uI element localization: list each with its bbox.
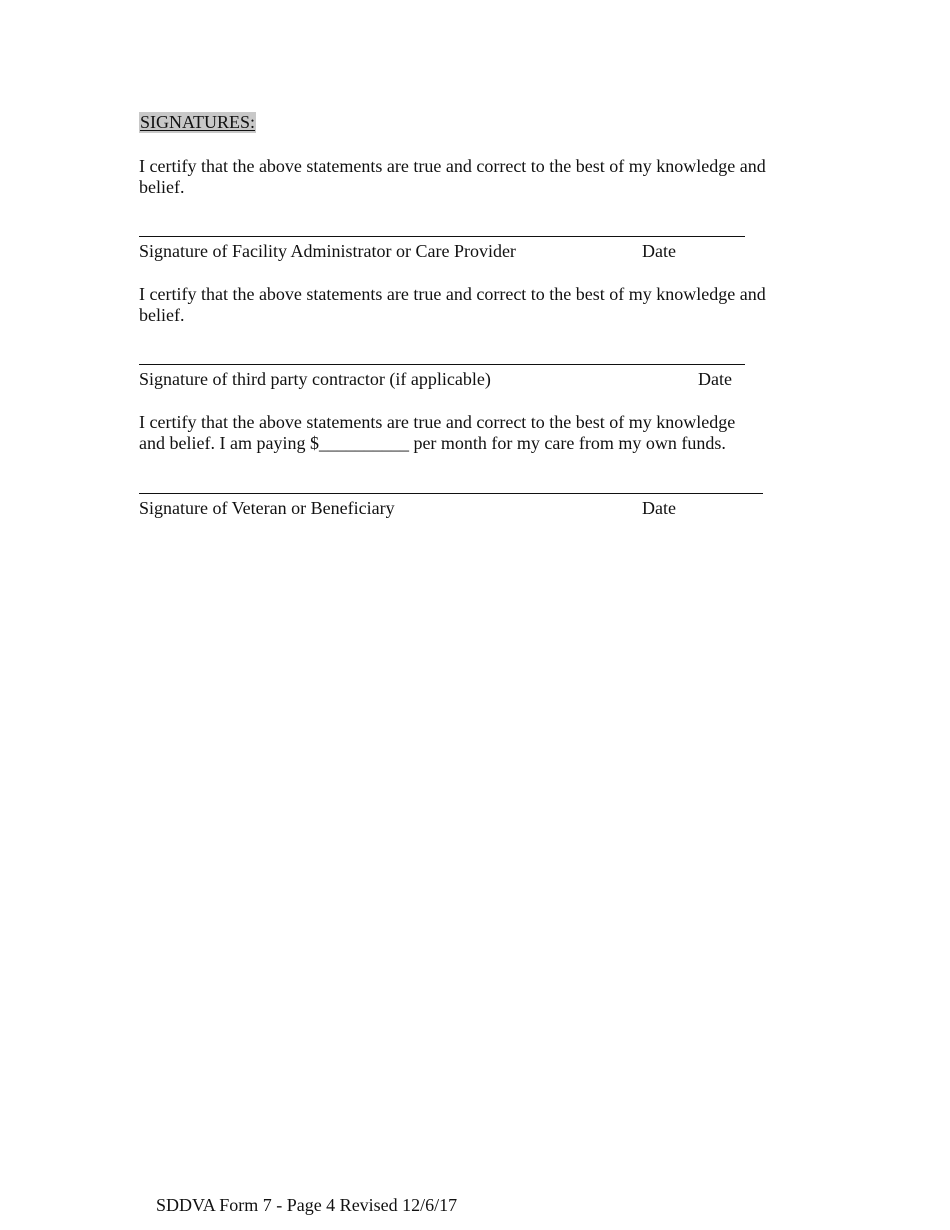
signature-line[interactable] [139, 364, 745, 365]
date-label: Date [698, 369, 732, 389]
certification-text-line-1: I certify that the above statements are true and correct to the best of my knowledge [139, 412, 736, 432]
certification-text-line-2: and belief. I am paying $__________ per month for my care from my own funds. [139, 433, 726, 453]
date-label: Date [642, 241, 676, 261]
certification-text-line-2: belief. [139, 305, 185, 325]
page-footer: SDDVA Form 7 - Page 4 Revised 12/6/17 [156, 1195, 458, 1215]
date-label: Date [642, 498, 676, 518]
certification-text-line-1: I certify that the above statements are true and correct to the best of my knowledge and [139, 156, 766, 176]
signature-label: Signature of Facility Administrator or Care Provider [139, 241, 516, 261]
signature-label: Signature of Veteran or Beneficiary [139, 498, 395, 518]
certification-text-line-1: I certify that the above statements are true and correct to the best of my knowledge and [139, 284, 766, 304]
signature-line[interactable] [139, 236, 745, 237]
signature-label: Signature of third party contractor (if applicable) [139, 369, 491, 389]
signature-line[interactable] [139, 493, 763, 494]
section-heading: SIGNATURES: [140, 112, 256, 132]
certification-text-line-2: belief. [139, 177, 185, 197]
